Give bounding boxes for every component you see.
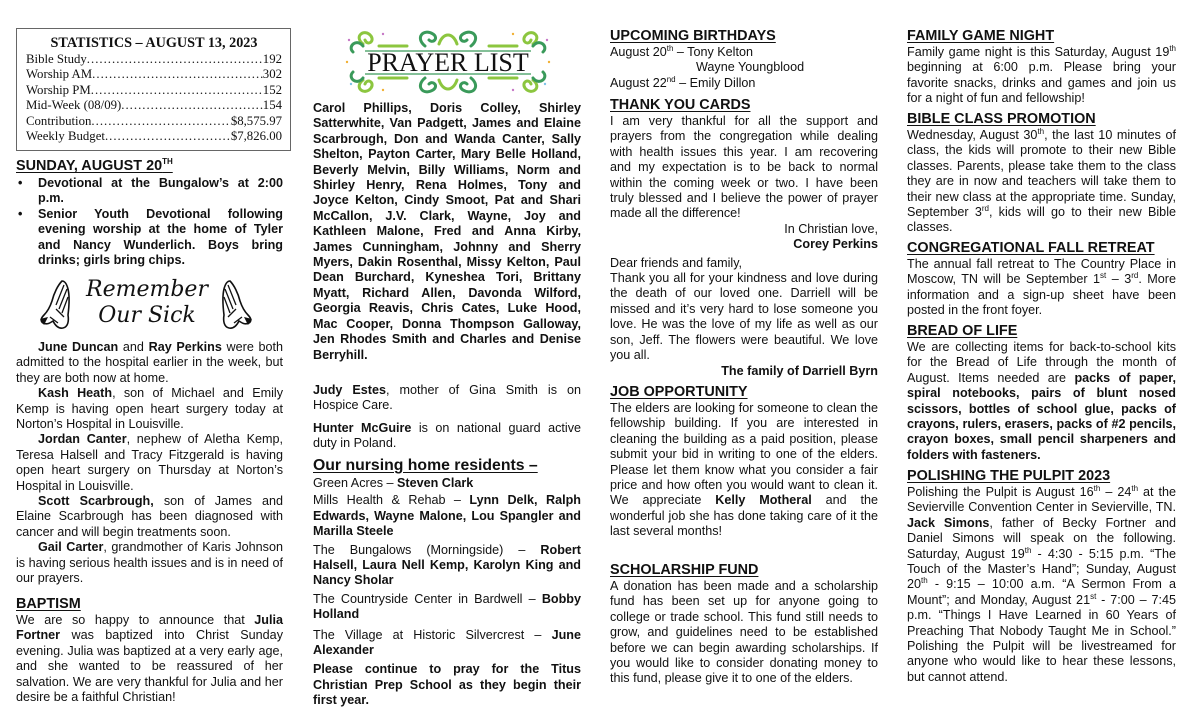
retreat-title: CONGREGATIONAL FALL RETREAT <box>907 240 1155 256</box>
bread-of-life-body: We are collecting items for back-to-school kits for the Bread of Life through the month of August. Items needed are packs of paper, spiral notebooks, pairs of blunt nosed scissors, bottles of school glue, packs of crayons, rulers, erasers, packs of #2 pencils, crayon boxes, small pencil sharpeners and folders with fasteners. <box>907 340 1176 462</box>
pulpit-body: Polishing the Pulpit is August 16th – 24th at the Sevierville Convention Center in Sevierville, TN. Jack Simons, father of Becky Fortner and Daniel Simons will speak on the following. Saturday, August 19th - 4:30 - 5:15 p.m. “The Touch of the Master’s Hand”; Sunday, August 20th - 9:15 – 10:00 a.m. “A Sermon From a Mount”; and Monday, August 21st - 7:00 – 7:45 p.m. “Things I Have Learned in 60 Years of Preaching That Nobody Taught Me in School.” Polishing the Pulpit will be livestreamed for anyone who would like to hear these lessons, but cannot attend. <box>907 483 1177 684</box>
statistics-box <box>16 28 291 151</box>
nursing-entry: The Countryside Center in Bardwell – Bobby Holland <box>313 591 581 622</box>
birthday-entry: Wayne Youngblood <box>696 60 805 75</box>
sunday-title: SUNDAY, AUGUST 20TH <box>16 157 173 174</box>
birthdays-section <box>610 28 878 91</box>
bread-of-life-section <box>907 323 1176 463</box>
stat-row: Contribution ..... $8,575.97 <box>26 114 282 129</box>
stat-value: 192 <box>262 52 282 66</box>
nursing-entry: Mills Health & Rehab – Lynn Delk, Ralph Edwards, Wayne Malone, Lou Spangler and Marilla Steele <box>313 493 581 539</box>
nursing-entry: The Village at Historic Silvercrest – June Alexander <box>313 627 581 658</box>
card-signature: The family of Darriell Byrn <box>721 363 878 378</box>
column-2 <box>313 0 582 708</box>
stat-row: Weekly Budget ..... $7,826.00 <box>26 129 282 144</box>
retreat-body: The annual fall retreat to The Country Place in Moscow, TN will be September 1st – 3rd. More information and a sign-up sheet have been posted in the front foyer. <box>907 257 1176 318</box>
thank-you-card-1: I am very thankful for all the support and prayers from the congregation while dealing with health issues this year. I am recovering and my expectation is to be back to normal within the coming week or two. I have been truly blessed and I believe the power of prayer made all the difference! <box>610 114 878 221</box>
bread-of-life-title: BREAD OF LIFE <box>907 323 1018 339</box>
job-body: The elders are looking for someone to clean the fellowship building. If you are interested in cleaning the building as a paid position, please submit your bid in writing to one of the elders. Please let them know what you consider a fair price and how often you would want to clean it. We appreciate Kelly Motheral and the wonderful job she has done taking care of it the last several months! <box>610 401 878 539</box>
stat-value: $7,826.00 <box>230 129 282 144</box>
baptism-section <box>16 596 283 705</box>
statistics-title: STATISTICS – AUGUST 13, 2023 <box>50 35 258 51</box>
thank-you-title: THANK YOU CARDS <box>610 97 751 113</box>
nursing-entry: Green Acres – Steven Clark <box>313 476 474 490</box>
titus-prayer-note: Please continue to pray for the Titus Christian Prep School as they begin their first year. <box>313 662 581 708</box>
sick-entry: Kash Heath, son of Michael and Emily Kemp is having open heart surgery today at Norton’s Hospital in Louisville. <box>16 386 283 432</box>
svg-text:PRAYER LIST: PRAYER LIST <box>367 48 529 77</box>
stat-row: Worship PM ..... 152 <box>26 83 282 98</box>
stat-value: $8,575.97 <box>230 113 282 128</box>
card-greeting: Dear friends and family, <box>610 255 743 270</box>
sick-entry: Scott Scarbrough, son of James and Elaine Scarbrough has been diagnosed with cancer and will begin treatments soon. <box>16 494 283 539</box>
card-closing: In Christian love, <box>784 221 878 236</box>
stat-value: 302 <box>262 67 282 82</box>
sunday-list <box>16 176 283 268</box>
list-item: • Senior Youth Devotional following evening worship at the home of Tyler and Nancy Wunderlich. Boys bring drinks; girls bring chips. <box>16 207 283 269</box>
retreat-section <box>907 240 1176 319</box>
job-title: JOB OPPORTUNITY <box>610 384 748 400</box>
birthday-entry: August 20th – Tony Kelton <box>610 43 753 59</box>
hunter-mcguire-note: Hunter McGuire is on national guard active duty in Poland. <box>313 421 581 451</box>
nursing-home-title: Our nursing home residents – <box>313 457 538 474</box>
job-section <box>610 384 878 540</box>
game-night-title: FAMILY GAME NIGHT <box>907 28 1055 44</box>
stat-row: Mid-Week (08/09) ..... 154 <box>26 98 282 113</box>
thank-you-section <box>610 97 878 379</box>
pulpit-section <box>907 468 1176 685</box>
birthday-entry: August 22nd – Emily Dillon <box>610 74 756 90</box>
nursing-entry: The Bungalows (Morningside) – Robert Halsell, Laura Nell Kemp, Karolyn King and Nancy Sholar <box>313 542 581 588</box>
game-night-body: Family game night is this Saturday, August 19th beginning at 6:00 p.m. Please bring your favorite snacks, drinks and games and join us for a night of fun and fellowship! <box>907 43 1176 106</box>
praying-hands-icon <box>38 279 76 331</box>
game-night-section <box>907 28 1176 107</box>
sunday-section <box>16 158 283 268</box>
baptism-title: BAPTISM <box>16 596 81 612</box>
judy-estes-note: Judy Estes, mother of Gina Smith is on Hospice Care. <box>313 383 582 413</box>
thank-you-card-2: Thank you all for your kindness and love during the death of our loved one. Darriell will be missed and it’s very hard to lose someone you love. He was the love of my life as well as our son, Jeff. The flowers were beautiful. We love you all. <box>610 271 878 363</box>
prayer-list-ornament <box>343 26 553 98</box>
stat-row: Bible Study ..... 192 <box>26 52 282 67</box>
birthdays-title: UPCOMING BIRTHDAYS <box>610 28 776 44</box>
scholarship-body: A donation has been made and a scholarship fund has been set up for anyone going to college or trade school. This fund still needs to grow, and guidelines need to be established before we can begin awarding scholarships. If you would like to consider donating money to this fund, please give it to one of the elders. <box>610 579 878 686</box>
prayer-list-names: Carol Phillips, Doris Colley, Shirley Satterwhite, Van Padgett, James and Elaine Scarbrough, Don and Wanda Canter, Sally Shelton, Payton Carter, Mary Belle Holland, Beverly Melvin, Billy Williams, Norm and Shirley Henry, Rena Holmes, Tony and Joyce Kelton, Cindy Smoot, Pat and Shari McCallon, J.V. Clark, Wayne, Joy and Kathleen Malone, Fred and Anna Kirby, James Cunningham, Johnny and Sherry Myers, Dakin Rosenthal, Missy Kelton, Paul Dean Burchard, Kyneshea Tori, Brittany Myatt, Richard Allen, Davonda Wilford, Georgia Reavis, Chris Cates, Luke Hood, Mac Cooper, Donna Thompson Galloway, Jen Rhodes Smith and Charles and Denise Berryhill. <box>313 101 581 362</box>
card-signature: Corey Perkins <box>793 237 878 252</box>
nursing-home-section <box>313 457 581 709</box>
list-item: • Devotional at the Bungalow’s at 2:00 p.m. <box>16 176 283 207</box>
bible-class-body: Wednesday, August 30th, the last 10 minutes of class, the kids will promote to their new Bible classes. Parents, please take them to the class they are in now and teachers will take them to their new class at the appropriate time. Sunday, September 3rd, kids will go to their new Bible classes. <box>907 126 1176 235</box>
sick-entry: June Duncan and Ray Perkins were both admitted to the hospital earlier in the week, but they are both now at home. <box>16 340 284 385</box>
bible-class-section <box>907 111 1176 236</box>
bible-class-title: BIBLE CLASS PROMOTION <box>907 111 1096 127</box>
scholarship-section <box>610 562 878 687</box>
prayer-list-banner <box>313 0 581 86</box>
sick-entry: Jordan Canter, nephew of Aletha Kemp, Teresa Halsell and Tracy Fitzgerald is having open heart surgery on Thursday at Norton’s Hospital in Louisville. <box>16 432 283 493</box>
sick-list <box>16 340 283 587</box>
stat-value: 154 <box>262 98 282 113</box>
praying-hands-icon <box>216 279 254 331</box>
sick-entry: Gail Carter, grandmother of Karis Johnson is having serious health issues and is in need of our prayers. <box>16 540 283 586</box>
remember-our-sick-banner <box>26 277 266 335</box>
stat-value: 152 <box>262 82 282 97</box>
stat-row: Worship AM ..... 302 <box>26 67 282 82</box>
scholarship-title: SCHOLARSHIP FUND <box>610 562 759 578</box>
baptism-body: We are so happy to announce that Julia Fortner was baptized into Christ Sunday evening. Julia was baptized at a very early age, and she wanted to be reassured of her salvation. We are very thankful for Julia and her desire be a faithful Christian! <box>16 613 283 705</box>
remember-our-sick-heading: Remember Our Sick <box>86 277 208 328</box>
pulpit-title: POLISHING THE PULPIT 2023 <box>907 468 1111 484</box>
